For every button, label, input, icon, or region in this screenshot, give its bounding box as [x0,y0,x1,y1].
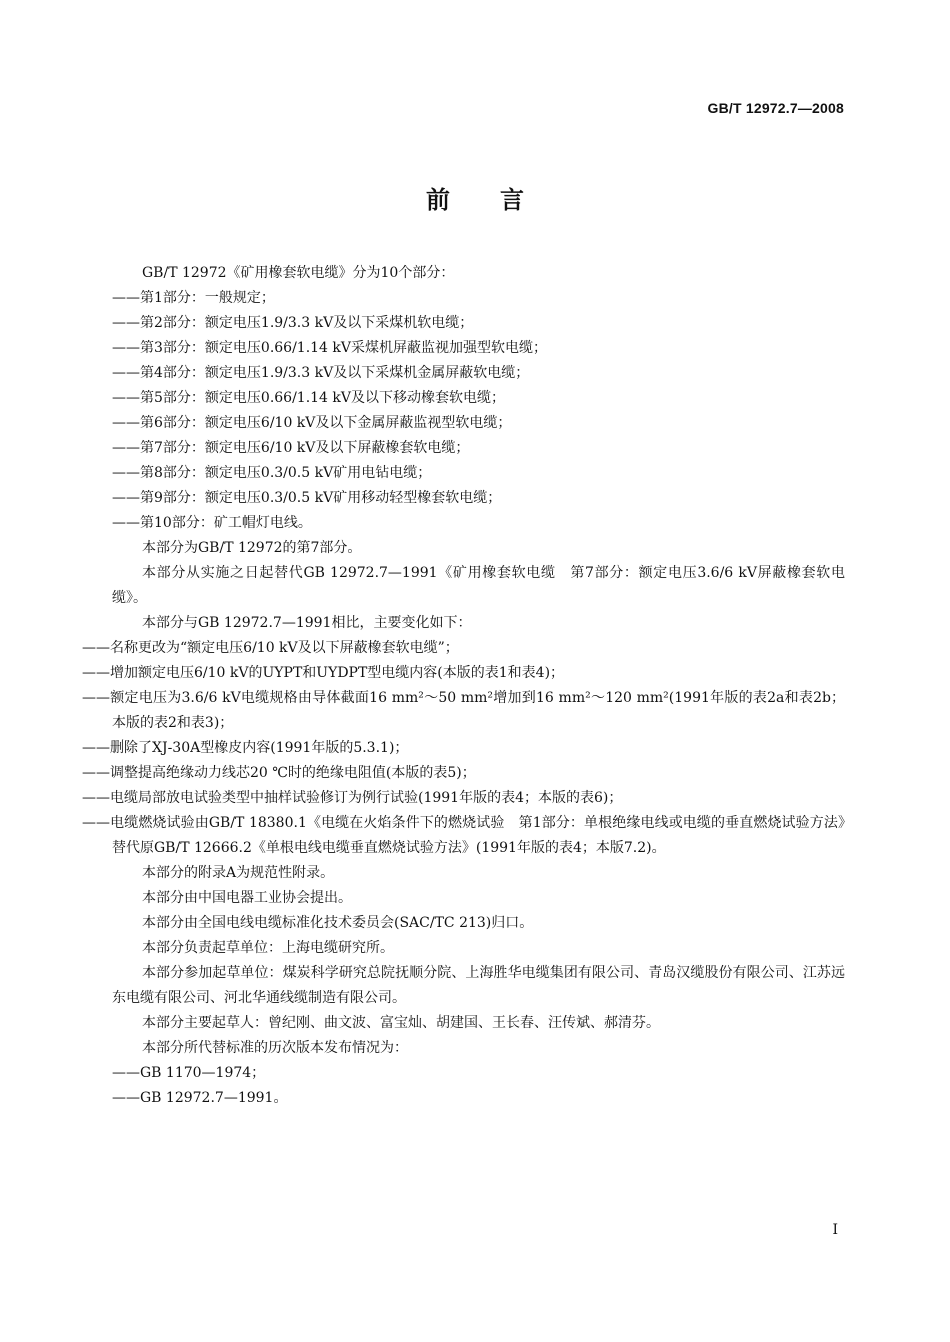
this-part-paragraph: 本部分为GB/T 12972的第7部分。 [142,540,362,556]
change-item: ——额定电压为3.6/6 kV电缆规格由导体截面16 mm²～50 mm²增加到16 mm²～120 mm²(1991年版的表2a和表2b；本版的表2和表3)； [82,690,845,731]
part-item: ——第7部分：额定电压6/10 kV及以下屏蔽橡套软电缆； [112,440,470,456]
replaces-paragraph: 本部分从实施之日起替代GB 12972.7—1991《矿用橡套软电缆 第7部分：额定电压3.6/6 kV屏蔽橡套软电缆》。 [112,565,845,606]
history-item: ——GB 1170—1974； [112,1065,266,1081]
annex-paragraph: 本部分的附录A为规范性附录。 [142,865,335,881]
part-item: ——第5部分：额定电压0.66/1.14 kV及以下移动橡套软电缆； [112,390,506,406]
page-number: I [832,1222,838,1238]
change-item: ——删除了XJ-30A型橡皮内容(1991年版的5.3.1)； [82,740,409,756]
part-item: ——第3部分：额定电压0.66/1.14 kV采煤机屏蔽监视加强型软电缆； [112,340,548,356]
part-item: ——第10部分：矿工帽灯电线。 [112,515,312,531]
standard-code: GB/T 12972.7—2008 [707,100,844,116]
intro-paragraph: GB/T 12972《矿用橡套软电缆》分为10个部分： [142,265,455,281]
part-item: ——第4部分：额定电压1.9/3.3 kV及以下采煤机金属屏蔽软电缆； [112,365,530,381]
participating-units-paragraph: 本部分参加起草单位：煤炭科学研究总院抚顺分院、上海胜华电缆集团有限公司、青岛汉缆股份有限公司、江苏远东电缆有限公司、河北华通线缆制造有限公司。 [112,965,845,1006]
drafters-paragraph: 本部分主要起草人：曾纪刚、曲文波、富宝灿、胡建国、王长春、汪传斌、郝清芬。 [142,1015,660,1031]
change-item: ——电缆局部放电试验类型中抽样试验修订为例行试验(1991年版的表4；本版的表6)； [82,790,623,806]
change-item: ——电缆燃烧试验由GB/T 18380.1《电缆在火焰条件下的燃烧试验 第1部分：单根绝缘电线或电缆的垂直燃烧试验方法》替代原GB/T 12666.2《单根电线电缆垂直燃烧试验方法》(1991年版的表4；本版7.2)。 [82,815,845,856]
proposed-paragraph: 本部分由中国电器工业协会提出。 [142,890,352,906]
changes-intro-paragraph: 本部分与GB 12972.7—1991相比，主要变化如下： [142,615,472,631]
change-item: ——名称更改为“额定电压6/10 kV及以下屏蔽橡套软电缆”； [82,640,459,656]
part-item: ——第9部分：额定电压0.3/0.5 kV矿用移动轻型橡套软电缆； [112,490,502,506]
foreword-body [82,261,845,1111]
part-item: ——第1部分：一般规定； [112,290,275,306]
history-item: ——GB 12972.7—1991。 [112,1090,288,1106]
centralized-paragraph: 本部分由全国电线电缆标准化技术委员会(SAC/TC 213)归口。 [142,915,534,931]
part-item: ——第6部分：额定电压6/10 kV及以下金属屏蔽监视型软电缆； [112,415,512,431]
change-item: ——增加额定电压6/10 kV的UYPT和UYDPT型电缆内容(本版的表1和表4)； [82,665,565,681]
drafting-unit-paragraph: 本部分负责起草单位：上海电缆研究所。 [142,940,394,956]
part-item: ——第8部分：额定电压0.3/0.5 kV矿用电钻电缆； [112,465,432,481]
history-intro-paragraph: 本部分所代替标准的历次版本发布情况为： [142,1040,408,1056]
page-title: 前言 [426,186,574,214]
change-item: ——调整提高绝缘动力线芯20 ℃时的绝缘电阻值(本版的表5)； [82,765,476,781]
part-item: ——第2部分：额定电压1.9/3.3 kV及以下采煤机软电缆； [112,315,474,331]
